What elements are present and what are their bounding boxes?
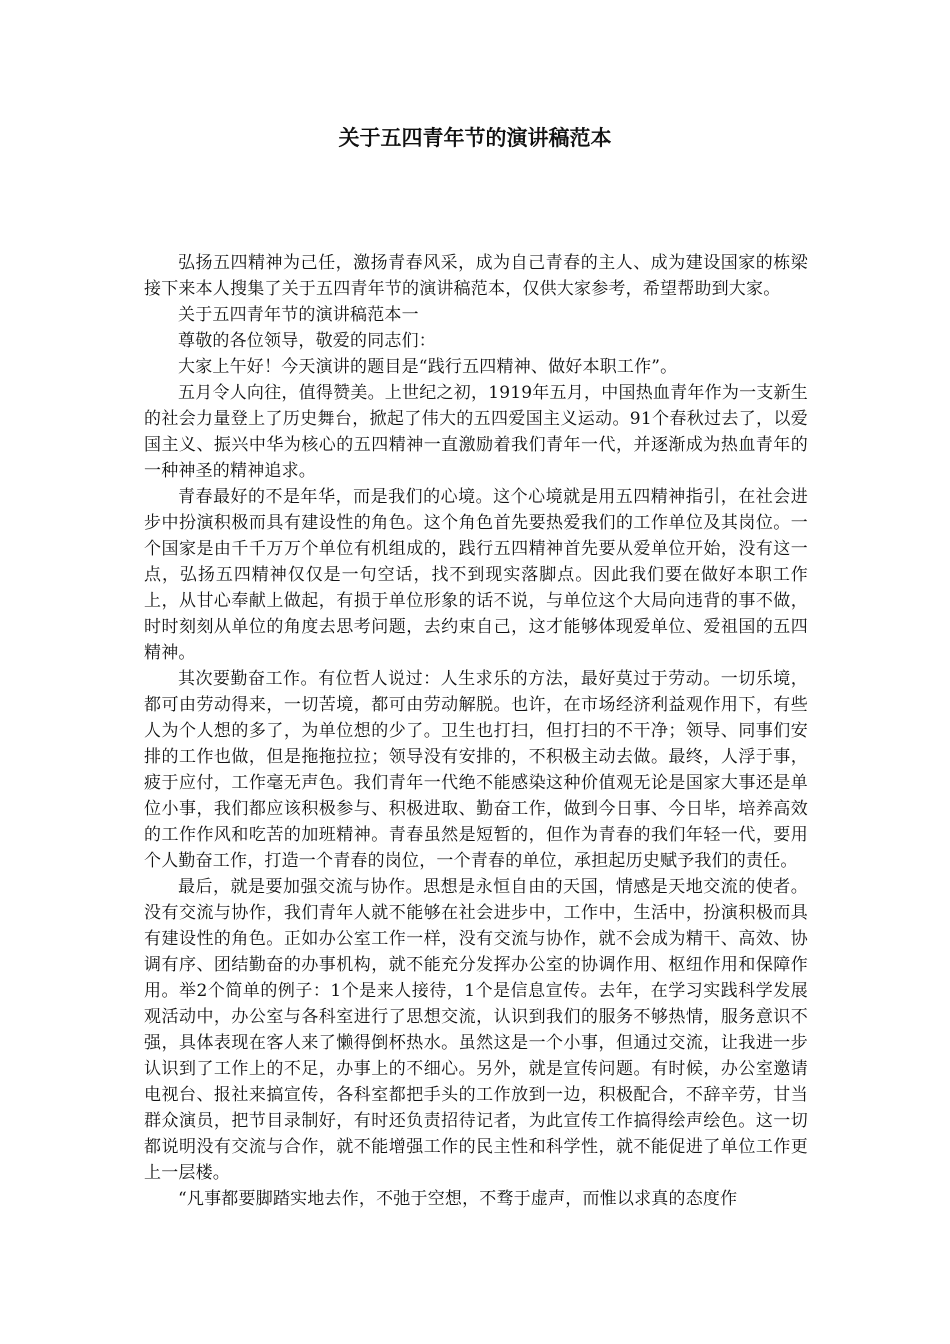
intro-paragraph: 弘扬五四精神为己任，激扬青春风采，成为自己青春的主人、成为建设国家的栋梁接下来本人搜集了关于五四青年节的演讲稿范本，仅供大家参考，希望帮助到大家。: [144, 253, 808, 299]
body-paragraph: 最后，就是要加强交流与协作。思想是永恒自由的天国，情感是天地交流的使者。没有交流与协作，我们青年人就不能够在社会进步中，工作中，生活中，扮演积极而具有建设性的角色。正如办公室工作一样，没有交流与协作，就不会成为精干、高效、协调有序、团结勤奋的办事机构，就不能充分发挥办公室的协调作用、枢纽作用和保障作用。举2个简单的例子：1个是来人接待，1个是信息宣传。去年，在学习实践科学发展观活动中，办公室与各科室进行了思想交流，认识到我们的服务不够热情，服务意识不强，具体表现在客人来了懒得倒杯热水。虽然这是一个小事，但通过交流，让我进一步认识到了工作上的不足，办事上的不细心。另外，就是宣传问题。有时候，办公室邀请电视台、报社来搞宣传，各科室都把手头的工作放到一边，积极配合，不辞辛劳，甘当群众演员，把节目录制好，有时还负责招待记者，为此宣传工作搞得绘声绘色。这一切都说明没有交流与合作，就不能增强工作的民主性和科学性，就不能促进了单位工作更上一层楼。: [144, 877, 808, 1183]
body-paragraph: 五月令人向往，值得赞美。上世纪之初，1919年五月，中国热血青年作为一支新生的社会力量登上了历史舞台，掀起了伟大的五四爱国主义运动。91个春秋过去了，以爱国主义、振兴中华为核心的五四精神一直激励着我们青年一代，并逐渐成为热血青年的一种神圣的精神追求。: [144, 383, 808, 481]
section-heading: 关于五四青年节的演讲稿范本一: [178, 305, 419, 325]
document-body: [144, 250, 808, 1212]
body-paragraph: 青春最好的不是年华，而是我们的心境。这个心境就是用五四精神指引，在社会进步中扮演积极而具有建设性的角色。这个角色首先要热爱我们的工作单位及其岗位。一个国家是由千千万万个单位有机组成的，践行五四精神首先要从爱单位开始，没有这一点，弘扬五四精神仅仅是一句空话，找不到现实落脚点。因此我们要在做好本职工作上，从甘心奉献上做起，有损于单位形象的话不说，与单位这个大局向违背的事不做，时时刻刻从单位的角度去思考问题，去约束自己，这才能够体现爱单位、爱祖国的五四精神。: [144, 487, 808, 663]
greeting-paragraph: 大家上午好！今天演讲的题目是“践行五四精神、做好本职工作”。: [178, 357, 678, 377]
salutation: 尊敬的各位领导，敬爱的同志们：: [178, 331, 436, 351]
body-paragraph: 其次要勤奋工作。有位哲人说过：人生求乐的方法，最好莫过于劳动。一切乐境，都可由劳动得来，一切苦境，都可由劳动解脱。也许，在市场经济利益观作用下，有些人为个人想的多了，为单位想的少了。卫生也打扫，但打扫的不干净；领导、同事们安排的工作也做，但是拖拖拉拉；领导没有安排的，不积极主动去做。最终，人浮于事，疲于应付，工作毫无声色。我们青年一代绝不能感染这种价值观无论是国家大事还是单位小事，我们都应该积极参与、积极进取、勤奋工作，做到今日事、今日毕，培养高效的工作作风和吃苦的加班精神。青春虽然是短暂的，但作为青春的我们年轻一代，要用个人勤奋工作，打造一个青春的岗位，一个青春的单位，承担起历史赋予我们的责任。: [144, 669, 808, 871]
quote-paragraph: “凡事都要脚踏实地去作，不弛于空想，不骛于虚声，而惟以求真的态度作: [178, 1189, 738, 1209]
document-title: 关于五四青年节的演讲稿范本: [338, 125, 612, 150]
